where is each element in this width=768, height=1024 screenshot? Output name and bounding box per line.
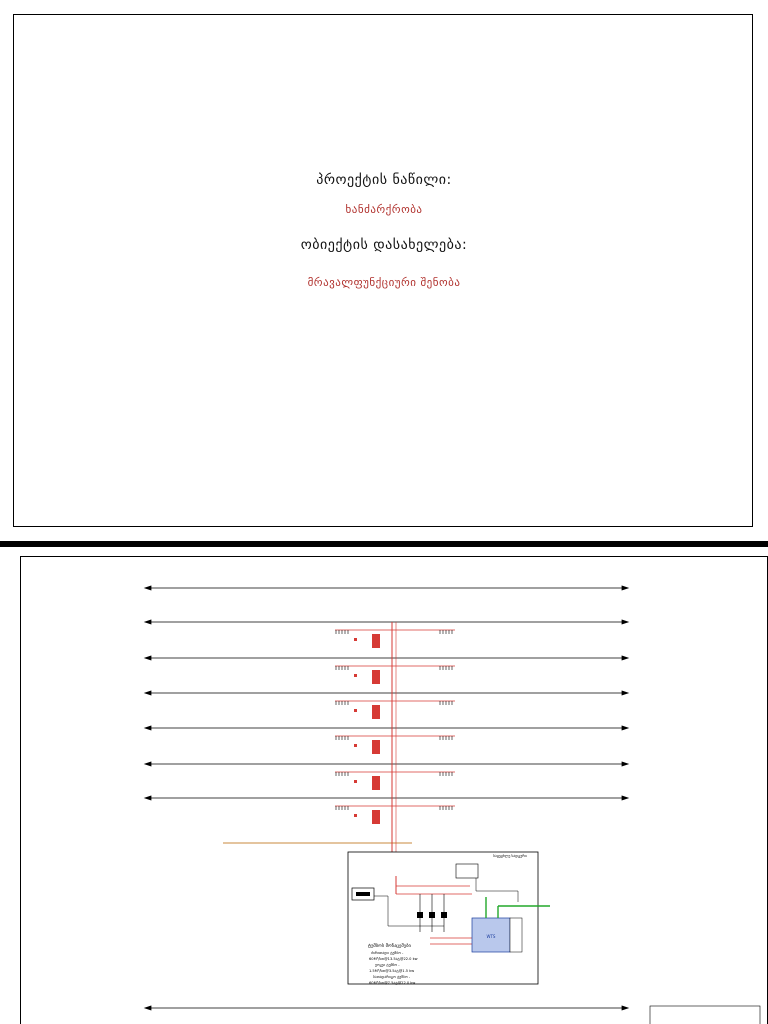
- pump-line-4: 1.5M³/სთ@3.5ატ@1.5 kw: [369, 969, 415, 973]
- object-name-value: მრავალფუნქციური შენობა: [307, 276, 461, 289]
- pump-1: [417, 912, 423, 918]
- pump-line-1: ძირითადი ტუმბო -: [371, 951, 404, 955]
- control-panel: [456, 864, 478, 878]
- pump-line-2: 60M³/სთ@13.5ატ@22.0 kw: [369, 957, 418, 961]
- riser-scheme-drawing: [20, 556, 768, 1024]
- object-name-label: ობიექტის დასახელება:: [300, 237, 468, 253]
- hose-cabinet-4: [372, 740, 380, 754]
- pump-3: [441, 912, 447, 918]
- hose-cabinet-5: [372, 776, 380, 790]
- project-part-label: პროექტის ნაწილი:: [316, 172, 452, 188]
- hose-cabinet-6: [372, 810, 380, 824]
- cover-sheet-frame: [13, 14, 753, 527]
- hose-cabinet-3: [372, 705, 380, 719]
- controller-display: [356, 892, 370, 896]
- hose-cabinet-1: [372, 634, 380, 648]
- pump-2: [429, 912, 435, 918]
- hose-cabinet-2: [372, 670, 380, 684]
- pump-data-title: ტუმბოს მონაცემები: [368, 944, 411, 949]
- pump-line-5: სათადარიგო ტუმბო -: [373, 975, 411, 979]
- page-separator: [0, 541, 768, 547]
- pump-line-3: ჟოკეი ტუმბო -: [375, 963, 400, 967]
- project-part-value: ხანძარქრობა: [345, 203, 423, 216]
- tank-level-gauge: [510, 918, 522, 952]
- tank-label: WTS: [486, 934, 496, 939]
- pump-line-6: 60M³/სთ@7.5ატ@22.0 kw: [369, 981, 416, 985]
- pump-room-title: საცეცხლე სადგური: [493, 854, 527, 858]
- pump-room: [348, 852, 550, 985]
